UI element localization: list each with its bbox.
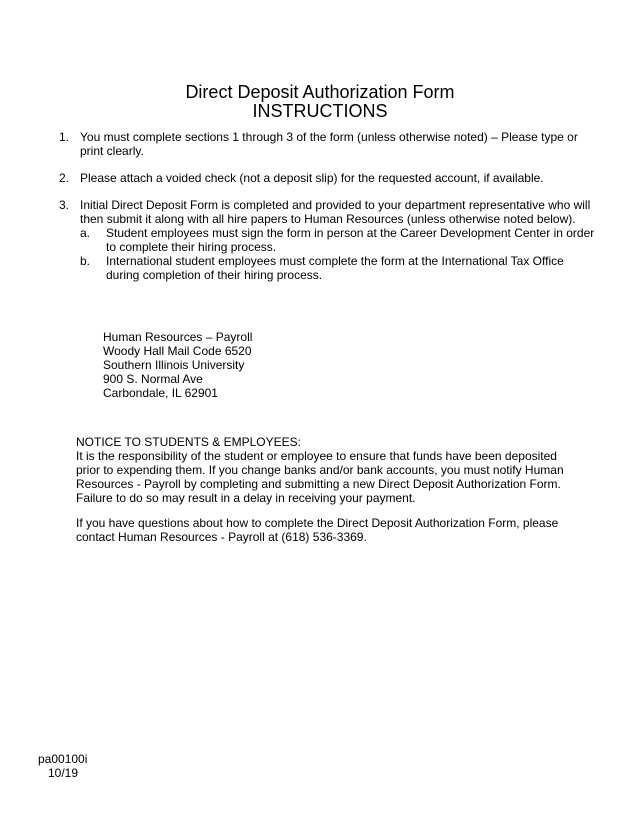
notice-heading: NOTICE TO STUDENTS & EMPLOYEES: [76,435,301,449]
instruction-text: Please attach a voided check (not a deposit slip) for the requested account, if available. [80,171,544,185]
instruction-number: 1. [59,130,70,144]
address-line: Human Resources – Payroll [103,330,253,344]
notice-paragraph-1: It is the responsibility of the student or employee to ensure that funds have been deposited prior to expending them. If you change banks and/or bank accounts, you must notify Human Resources - Payroll by completing and submitting a new Direct Deposit Authorization Form. Failure to do so may result in a delay in receiving your payment. [76,449,564,505]
notice-section [76,435,576,544]
address-line: Southern Illinois University [103,358,245,372]
instruction-number: 2. [59,171,70,185]
instruction-number: 3. [59,198,70,212]
subitem-text: International student employees must complete the form at the International Tax Office during completion of their hiring process. [106,254,564,282]
instruction-item-1 [56,130,596,158]
instructions-list [56,130,596,295]
subitem-letter: b. [80,254,91,268]
address-line: 900 S. Normal Ave [103,372,203,386]
form-footer [38,752,108,780]
instruction-text: You must complete sections 1 through 3 of the form (unless otherwise noted) – Please type or print clearly. [80,130,578,158]
instruction-subitem-a [56,226,596,254]
notice-paragraph-2: If you have questions about how to complete the Direct Deposit Authorization Form, please contact Human Resources - Payroll at (618) 536-3369. [76,516,559,544]
subitem-letter: a. [80,226,91,240]
mailing-address [103,330,252,400]
address-line: Woody Hall Mail Code 6520 [103,344,252,358]
instruction-text: Initial Direct Deposit Form is completed and provided to your department representative who will then submit it along with all hire papers to Human Resources (unless otherwise noted below). [80,198,591,226]
form-code: pa00100i [38,752,88,766]
document-subtitle: INSTRUCTIONS [252,101,388,121]
instruction-item-3 [56,198,596,282]
subitem-text: Student employees must sign the form in person at the Career Development Center in order to complete their hiring process. [106,226,595,254]
revision-date: 10/19 [48,766,79,780]
address-line: Carbondale, IL 62901 [103,386,218,400]
instruction-item-2 [56,171,596,185]
instruction-subitem-b [56,254,596,282]
document-title: Direct Deposit Authorization Form [185,82,455,102]
